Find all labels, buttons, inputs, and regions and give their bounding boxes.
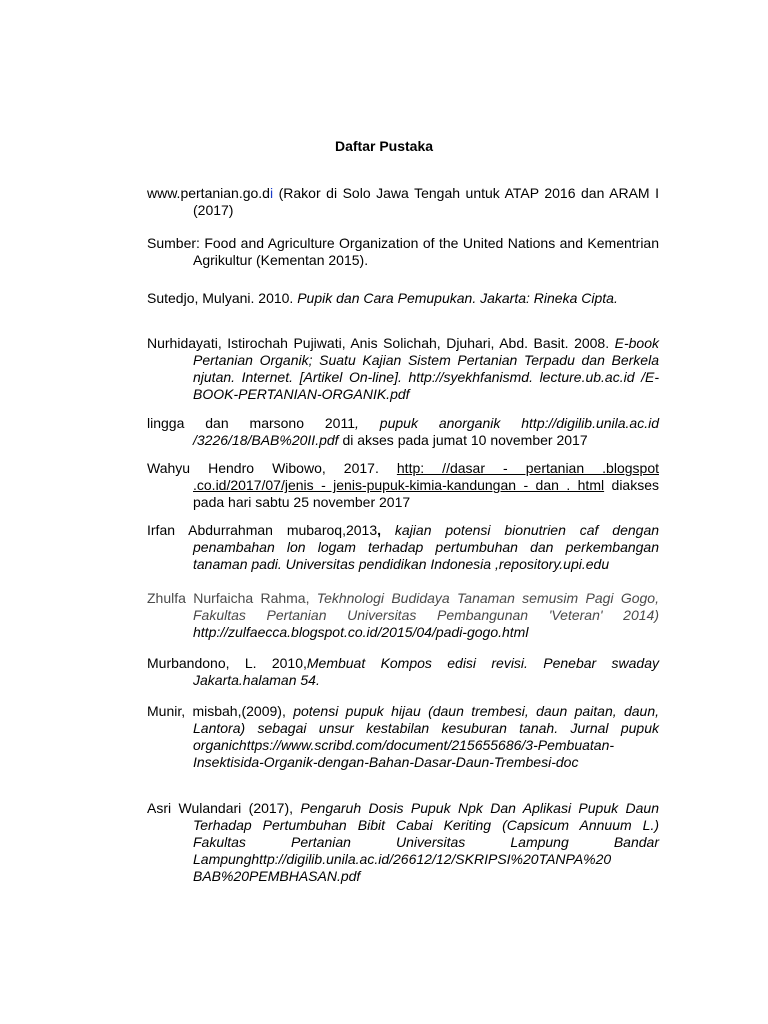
ref-11-title: Pengaruh Dosis Pupuk Npk Dan Aplikasi Pupuk Daun Terhadap Pertumbuhan Bibit Cabai Keriting (Capsicum Annuum L.) Fakultas Pertanian Universitas Lampung Bandar Lampunghttp://digilib.unila.ac.id/26612/12/SKRIPSI%20TANPA%20 BAB%20PEMBHASAN.pdf <box>193 800 659 884</box>
reference-6 <box>147 460 659 511</box>
ref-6-author: Wahyu Hendro Wibowo, 2017. <box>147 460 397 476</box>
page-title: Daftar Pustaka <box>334 138 434 154</box>
ref-6-link[interactable]: http: //dasar - pertanian .blogspot .co.id/2017/07/jenis - jenis-pupuk-kimia-kandungan - dan . html <box>193 460 659 493</box>
reference-8 <box>147 590 659 641</box>
ref-3-title: Pupik dan Cara Pemupukan. Jakarta: Rineka Cipta. <box>297 290 618 306</box>
ref-7-author: Irfan Abdurrahman mubaroq,2013 <box>147 522 378 538</box>
ref-5-author: lingga dan marsono 2011 <box>147 415 356 431</box>
reference-1 <box>147 185 659 219</box>
reference-4 <box>147 335 659 403</box>
ref-8-link: http://zulfaecca.blogspot.co.id/2015/04/padi-gogo.html <box>193 624 529 640</box>
ref-8-title: Tekhnologi Budidaya Tanaman semusim Pagi Gogo, Fakultas Pertanian Universitas Pembangunan 'Veteran' 2014) <box>193 590 659 623</box>
ref-5-access: di akses pada jumat 10 november 2017 <box>338 432 588 448</box>
ref-4-author: Nurhidayati, Istirochah Pujiwati, Anis Solichah, Djuhari, Abd. Basit. 2008. <box>147 335 615 351</box>
ref-3-author: Sutedjo, Mulyani. 2010. <box>147 290 298 306</box>
ref-11-author: Asri Wulandari (2017), <box>147 800 301 816</box>
reference-2 <box>147 235 659 269</box>
reference-7 <box>147 522 659 573</box>
ref-9-title: Membuat Kompos edisi revisi. Penebar swaday Jakarta.halaman 54. <box>193 655 659 688</box>
ref-2-text: Sumber: Food and Agriculture Organization of the United Nations and Kementrian Agrikultur (Kementan 2015). <box>147 235 659 268</box>
ref-8-author: Zhulfa Nurfaicha Rahma, <box>147 590 317 606</box>
reference-5 <box>147 415 659 449</box>
ref-1-site: www.pertanian.go.d <box>147 185 270 201</box>
ref-9-author: Murbandono, L. 2010, <box>147 655 307 671</box>
ref-10-title: potensi pupuk hijau (daun trembesi, daun paitan, daun, Lantora) sebagai unsur kestabilan kesuburan tanah. Jurnal pupuk organichttps://www.scribd.com/document/215655686/3-Pembuatan-Insektisida-Organik-dengan-Bahan-Dasar-Daun-Trembesi-doc <box>193 703 659 770</box>
reference-10 <box>147 703 659 771</box>
ref-7-comma: , <box>377 522 395 538</box>
reference-11 <box>147 800 659 885</box>
ref-5-title: , pupuk anorganik http://digilib.unila.ac.id /3226/18/BAB%20II.pdf <box>193 415 659 448</box>
reference-3 <box>147 290 659 307</box>
ref-1-note: (Rakor di Solo Jawa Tengah untuk ATAP 2016 dan ARAM I (2017) <box>193 185 659 218</box>
ref-7-title: kajian potensi bionutrien caf dengan penambahan lon logam terhadap pertumbuhan dan perkembangan tanaman padi. Universitas pendidikan Indonesia ,repository.upi.edu <box>193 522 660 572</box>
ref-10-author: Munir, misbah,(2009), <box>147 703 294 719</box>
ref-6-access: diakses pada hari sabtu 25 november 2017 <box>193 477 660 510</box>
ref-4-title: E-book Pertanian Organik; Suatu Kajian Sistem Pertanian Terpadu dan Berkela njutan. Internet. [Artikel On-line]. http://syekhfanismd. lecture.ub.ac.id /E-BOOK-PERTANIAN-ORGANIK.pdf <box>193 335 659 402</box>
reference-9 <box>147 655 659 689</box>
ref-1-site-end: i <box>269 185 274 201</box>
